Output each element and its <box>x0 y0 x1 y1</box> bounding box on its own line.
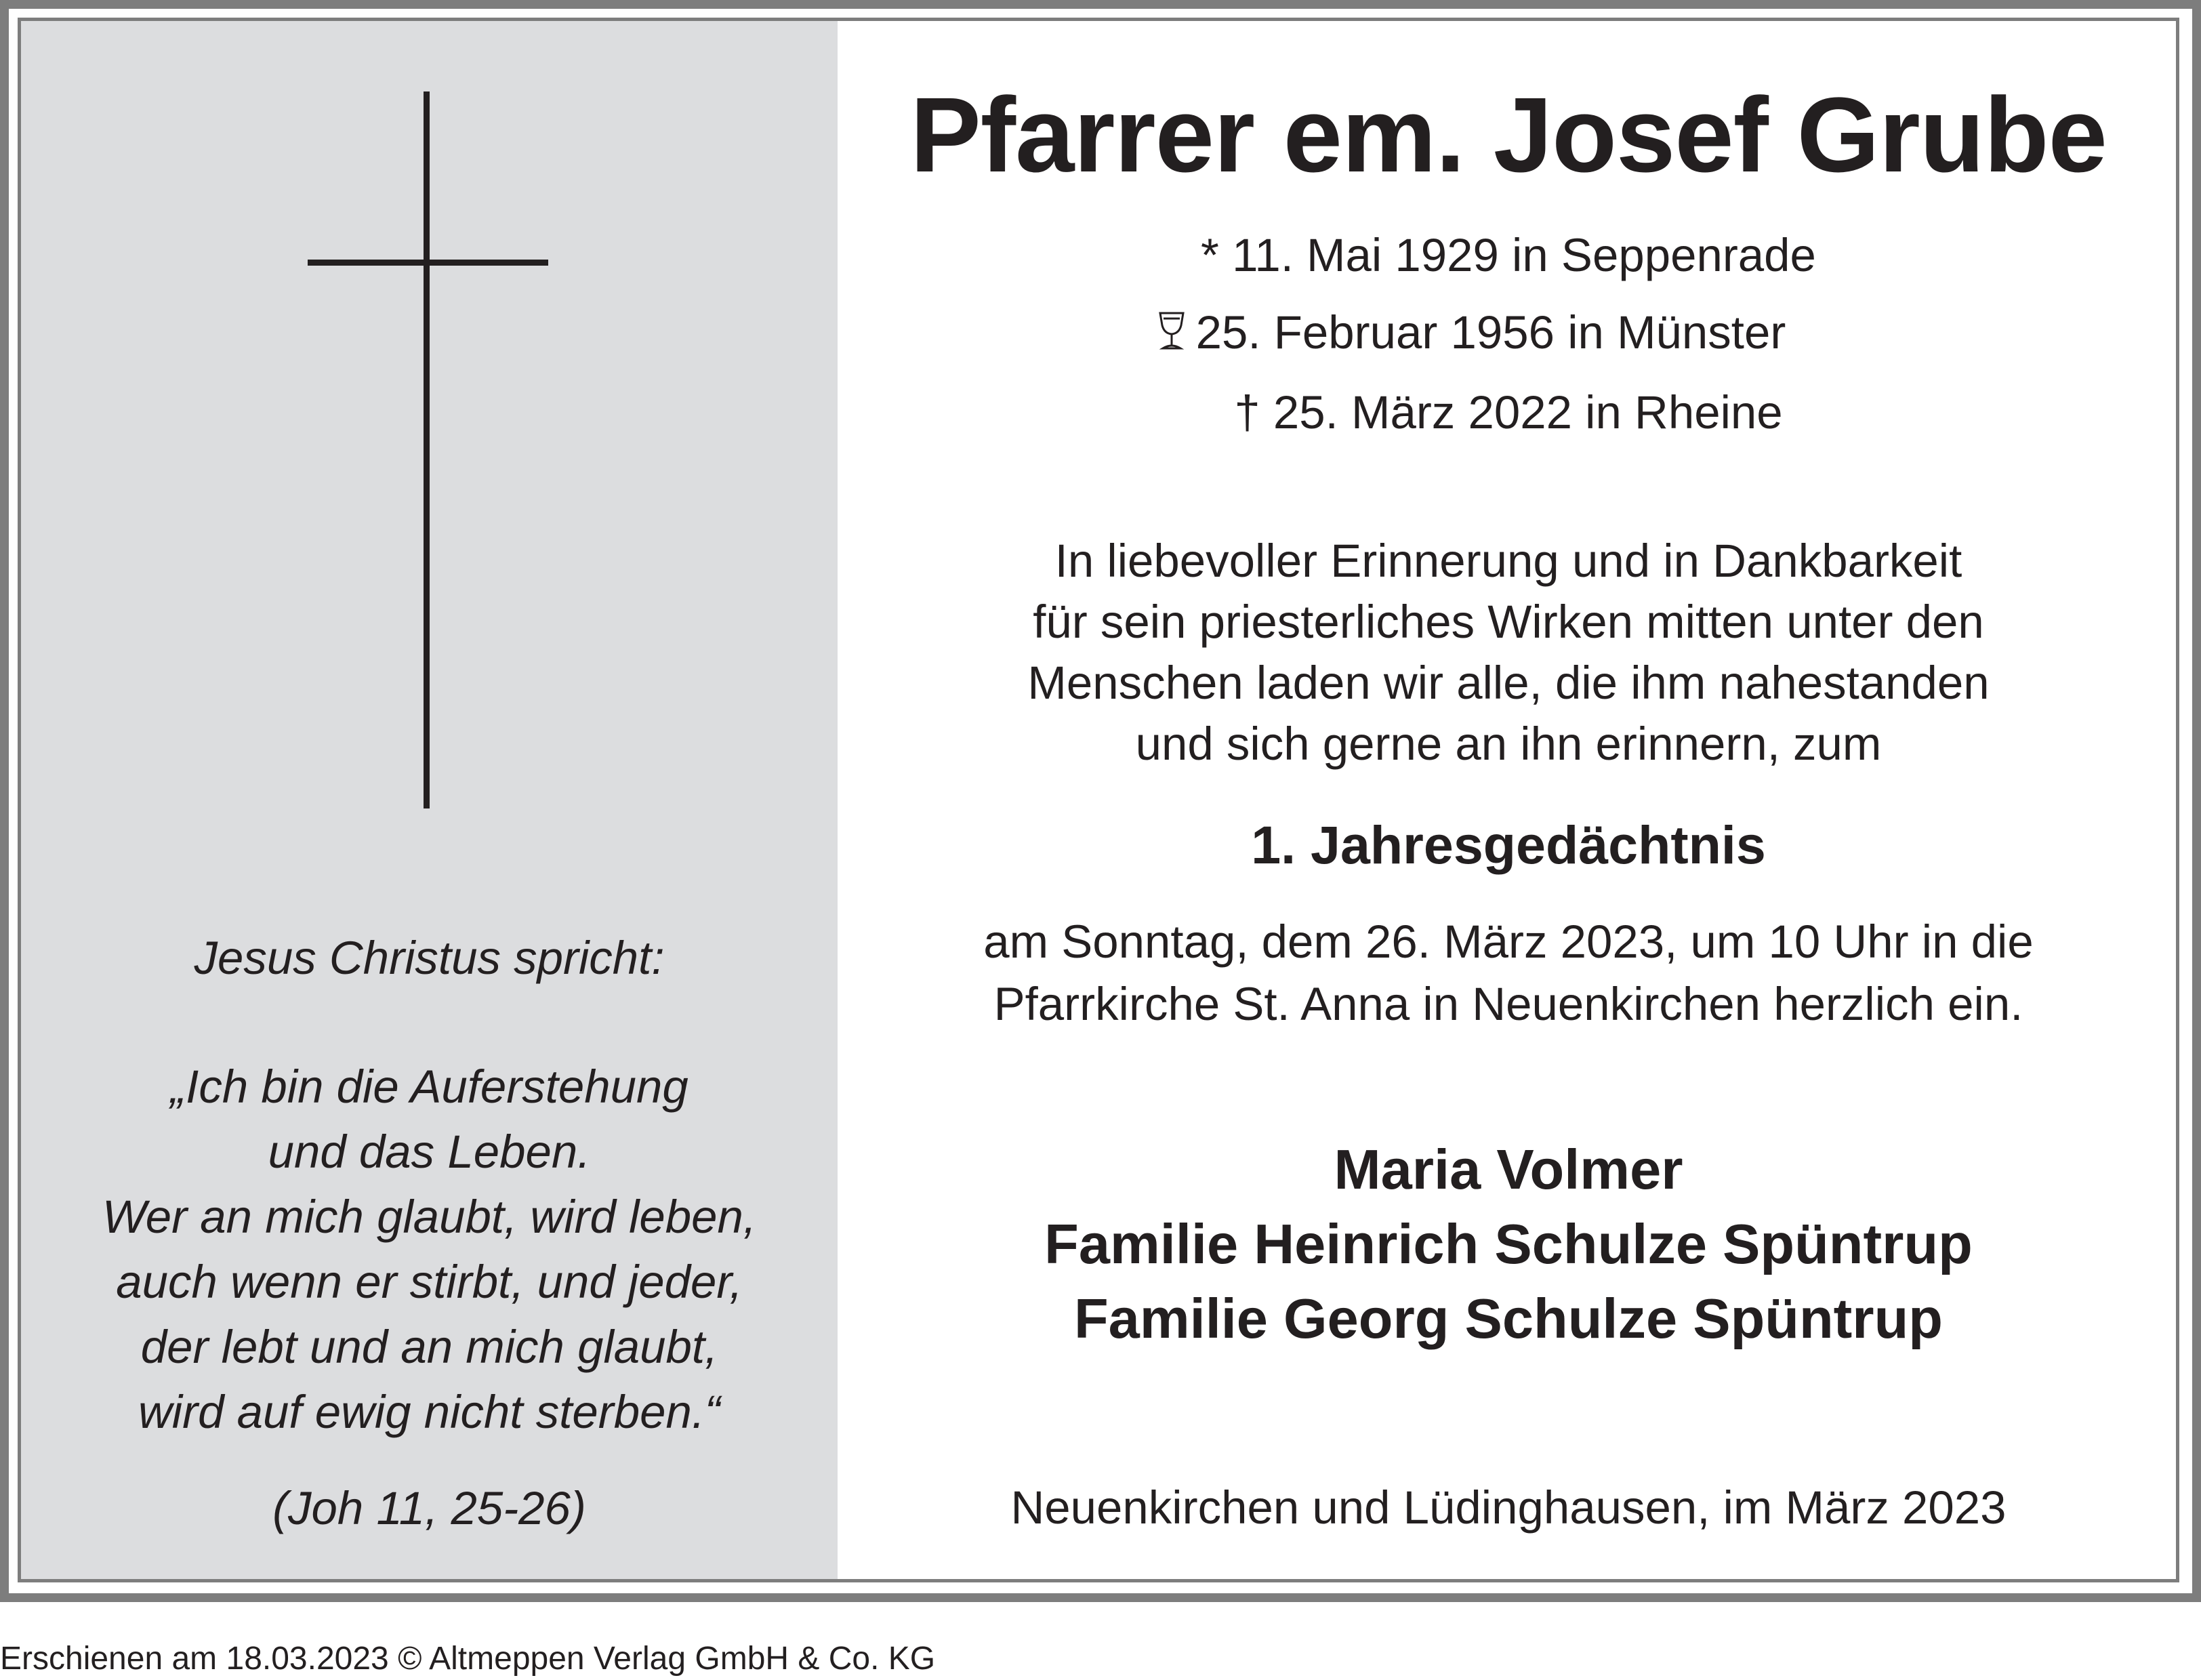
remembrance-text <box>838 531 2179 775</box>
invitation-text <box>838 911 2179 1036</box>
signatory: Familie Georg Schulze Spüntrup <box>1073 1287 1943 1350</box>
verse-line: auch wenn er stirbt, und jeder, <box>116 1256 743 1308</box>
place-and-date: Neuenkirchen und Lüdinghausen, im März 2023 <box>1010 1481 2007 1534</box>
publication-footer: Erschienen am 18.03.2023 © Altmeppen Verlag GmbH & Co. KG <box>0 1641 936 1677</box>
remembrance-line: und sich gerne an ihn erinnern, zum <box>1135 718 1882 770</box>
notice-title: Pfarrer em. Josef Grube <box>910 76 2107 194</box>
death-date: † 25. März 2022 in Rheine <box>1234 386 1783 438</box>
signatory: Maria Volmer <box>1334 1138 1683 1201</box>
remembrance-line: Menschen laden wir alle, die ihm nahestanden <box>1027 657 1990 709</box>
verse-line: „Ich bin die Auferstehung <box>170 1061 688 1113</box>
verse-line: Wer an mich glaubt, wird leben, <box>102 1191 757 1243</box>
signatories <box>838 1132 2179 1356</box>
verse-intro: Jesus Christus spricht: <box>194 932 665 984</box>
verse-line: der lebt und an mich glaubt, <box>140 1321 718 1373</box>
cross-icon-horizontal-bar <box>308 260 548 266</box>
birth-date: * 11. Mai 1929 in Seppenrade <box>1201 229 1816 281</box>
invitation-line: am Sonntag, dem 26. März 2023, um 10 Uhr in die <box>983 916 2034 968</box>
invitation-line: Pfarrkirche St. Anna in Neuenkirchen herzlich ein. <box>993 978 2023 1030</box>
signatory: Familie Heinrich Schulze Spüntrup <box>1044 1212 1973 1275</box>
ordination-date-row <box>838 294 2179 374</box>
remembrance-line: für sein priesterliches Wirken mitten unter den <box>1033 596 1984 648</box>
occasion-heading: 1. Jahresgedächtnis <box>1251 815 1766 875</box>
verse-reference: (Joh 11, 25-26) <box>272 1482 586 1534</box>
verse-line: und das Leben. <box>268 1126 591 1178</box>
remembrance-line: In liebevoller Erinnerung und in Dankbarkeit <box>1054 535 1962 587</box>
chalice-icon <box>1157 297 1187 374</box>
verse-quote <box>21 1054 838 1445</box>
verse-line: wird auf ewig nicht sterben.“ <box>138 1386 721 1438</box>
life-dates <box>838 217 2179 451</box>
ordination-date: 25. Februar 1956 in Münster <box>1195 306 1786 358</box>
cross-icon-vertical-bar <box>424 91 430 808</box>
